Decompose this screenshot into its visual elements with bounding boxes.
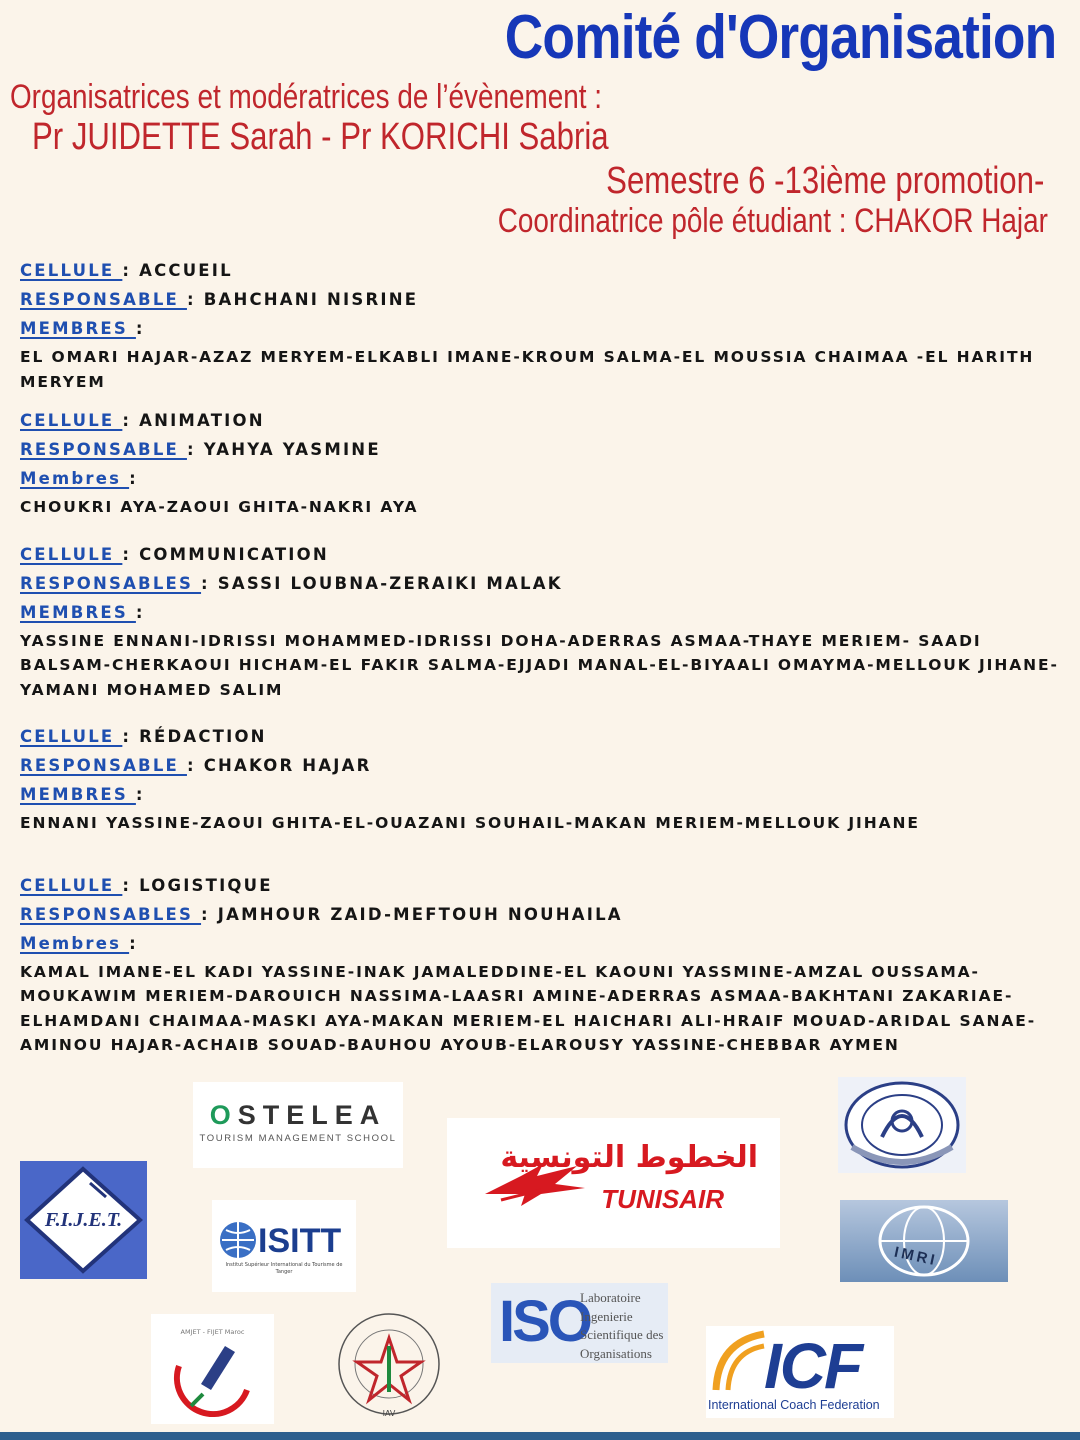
bottom-bar bbox=[0, 1432, 1080, 1440]
responsable-line bbox=[20, 569, 1065, 598]
responsable-line bbox=[20, 900, 1065, 929]
amjet-logo bbox=[151, 1314, 274, 1424]
isitt-subtitle: Institut Supérieur International du Tourisme de Tanger bbox=[225, 1262, 343, 1275]
responsable-value: : CHAKOR HAJAR bbox=[186, 756, 372, 775]
ostelea-name: STELEA bbox=[237, 1100, 387, 1130]
membres-label: MEMBRES bbox=[20, 319, 136, 338]
cellule-value: : COMMUNICATION bbox=[122, 544, 329, 564]
iav-name: IAV bbox=[382, 1409, 396, 1418]
responsable-value: : BAHCHANI NISRINE bbox=[186, 290, 419, 309]
academy-seal-logo bbox=[838, 1077, 966, 1173]
responsable-line bbox=[20, 751, 1065, 780]
cellule-label: CELLULE bbox=[20, 411, 123, 430]
organizers-names: Pr JUIDETTE Sarah - Pr KORICHI Sabria bbox=[32, 116, 609, 158]
ostelea-subtitle: TOURISM MANAGEMENT SCHOOL bbox=[199, 1133, 397, 1144]
fijet-logo bbox=[20, 1161, 147, 1279]
icf-subtitle: International Coach Federation bbox=[708, 1398, 880, 1412]
cellule-label: CELLULE bbox=[20, 261, 123, 280]
isitt-logo bbox=[212, 1200, 356, 1292]
tunisair-name: TUNISAIR bbox=[601, 1184, 724, 1214]
semestre-promotion: Semestre 6 -13ième promotion- bbox=[605, 160, 1044, 202]
cell-redaction bbox=[20, 722, 1065, 836]
members-list: ENNANI YASSINE-ZAOUI GHITA-EL-OUAZANI SOUHAIL-MAKAN MERIEM-MELLOUK JIHANE bbox=[20, 814, 920, 832]
membres-line bbox=[20, 929, 1065, 958]
cellule-value: : ANIMATION bbox=[122, 411, 265, 430]
cellule-line bbox=[20, 540, 1065, 569]
membres-separator: : bbox=[135, 319, 145, 338]
membres-separator: : bbox=[129, 469, 138, 488]
members-list: KAMAL IMANE-EL KADI YASSINE-INAK JAMALEDDINE-EL KAOUNI YASSMINE-AMZAL OUSSAMA-MOUKAWIM MERIEM-DAROUICH NASSIMA-LAASRI AMINE-ADERRAS ASMAA-BAKHTANI ZAKARIAE-ELHAMDANI CHAIMAA-MASKI AYA-MAKAN MERIEM-EL HAICHARI ALI-HRAIF MOUAD-ARIDAL SANAE-AMINOU HAJAR-ACHAIB SOUAD-BAUHOU AYOUB-ELAROUSY YASSINE-CHEBBAR AYMEN bbox=[20, 962, 1037, 1054]
responsable-value: : YAHYA YASMINE bbox=[186, 440, 381, 459]
responsable-label: RESPONSABLE bbox=[20, 290, 187, 309]
icf-logo bbox=[706, 1326, 894, 1418]
cellule-value: : ACCUEIL bbox=[122, 261, 233, 280]
tunisair-arabic: الخطوط التونسية bbox=[500, 1140, 758, 1175]
cellule-label: CELLULE bbox=[20, 727, 123, 746]
cellule-line bbox=[20, 256, 1065, 285]
iav-logo bbox=[329, 1310, 449, 1422]
cell-accueil bbox=[20, 256, 1065, 394]
ostelea-o: O bbox=[209, 1100, 238, 1130]
cellule-label: CELLULE bbox=[20, 544, 123, 564]
responsable-label: RESPONSABLES bbox=[20, 573, 202, 593]
members-list: YASSINE ENNANI-IDRISSI MOHAMMED-IDRISSI DOHA-ADERRAS ASMAA-THAYE MERIEM- SAADI BALSAM-CHERKAOUI HICHAM-EL FAKIR SALMA-EJJADI MANAL-EL-BIYAALI OMAYMA-MELLOUK JIHANE-YAMANI MOHAMED SALIM bbox=[20, 631, 1059, 699]
membres-label: Membres bbox=[20, 933, 130, 953]
cell-animation bbox=[20, 406, 1065, 520]
isitt-name: ISITT bbox=[258, 1222, 342, 1260]
iso-mark: ISO bbox=[499, 1289, 590, 1354]
amjet-name: AMJET - FIJET Maroc bbox=[180, 1328, 245, 1336]
iav-seal-icon bbox=[329, 1310, 449, 1422]
membres-line bbox=[20, 598, 1065, 627]
pen-crescent-icon bbox=[151, 1314, 274, 1424]
ostelea-logo bbox=[193, 1082, 403, 1168]
members-list: CHOUKRI AYA-ZAOUI GHITA-NAKRI AYA bbox=[20, 498, 419, 516]
membres-separator: : bbox=[135, 785, 145, 804]
members-list: EL OMARI HAJAR-AZAZ MERYEM-ELKABLI IMANE-KROUM SALMA-EL MOUSSIA CHAIMAA -EL HARITH MERYEM bbox=[20, 348, 1035, 391]
iso-lab-name: Laboratoire Ingenierie Scientifique des Organisations bbox=[580, 1290, 664, 1361]
cell-logistique bbox=[20, 871, 1065, 1058]
membres-label: MEMBRES bbox=[20, 785, 136, 804]
fijet-text: F.I.J.E.T. bbox=[44, 1209, 123, 1231]
student-coordinator: Coordinatrice pôle étudiant : CHAKOR Hajar bbox=[497, 202, 1048, 240]
membres-line bbox=[20, 314, 1065, 343]
icf-swoosh-icon bbox=[708, 1328, 768, 1398]
membres-line bbox=[20, 464, 1065, 493]
tunisair-logo bbox=[447, 1118, 780, 1248]
responsable-value: : SASSI LOUBNA-ZERAIKI MALAK bbox=[201, 573, 563, 593]
cellule-label: CELLULE bbox=[20, 875, 123, 895]
seal-icon bbox=[838, 1077, 966, 1173]
cell-communication bbox=[20, 540, 1065, 703]
responsable-line bbox=[20, 285, 1065, 314]
membres-label: Membres bbox=[20, 469, 130, 488]
cellule-value: : LOGISTIQUE bbox=[122, 875, 273, 895]
imri-name: IMRI bbox=[892, 1243, 939, 1270]
imri-globe-icon bbox=[840, 1200, 1008, 1282]
responsable-label: RESPONSABLES bbox=[20, 904, 202, 924]
membres-separator: : bbox=[135, 602, 145, 622]
cellule-value: : RÉDACTION bbox=[122, 727, 267, 746]
membres-label: MEMBRES bbox=[20, 602, 136, 622]
page-title: Comité d'Organisation bbox=[504, 3, 1056, 72]
membres-line bbox=[20, 780, 1065, 809]
cells-list bbox=[20, 256, 1065, 1058]
responsable-label: RESPONSABLE bbox=[20, 756, 187, 775]
icf-name: ICF bbox=[764, 1330, 862, 1402]
responsable-value: : JAMHOUR ZAID-MEFTOUH NOUHAILA bbox=[201, 904, 623, 924]
globe-icon bbox=[218, 1220, 258, 1260]
organizers-label: Organisatrices et modératrices de l’évènement : bbox=[10, 78, 602, 116]
responsable-line bbox=[20, 435, 1065, 464]
cellule-line bbox=[20, 722, 1065, 751]
liso-logo bbox=[491, 1283, 668, 1363]
membres-separator: : bbox=[129, 933, 138, 953]
cellule-line bbox=[20, 406, 1065, 435]
cellule-line bbox=[20, 871, 1065, 900]
imri-logo bbox=[840, 1200, 1008, 1282]
responsable-label: RESPONSABLE bbox=[20, 440, 187, 459]
